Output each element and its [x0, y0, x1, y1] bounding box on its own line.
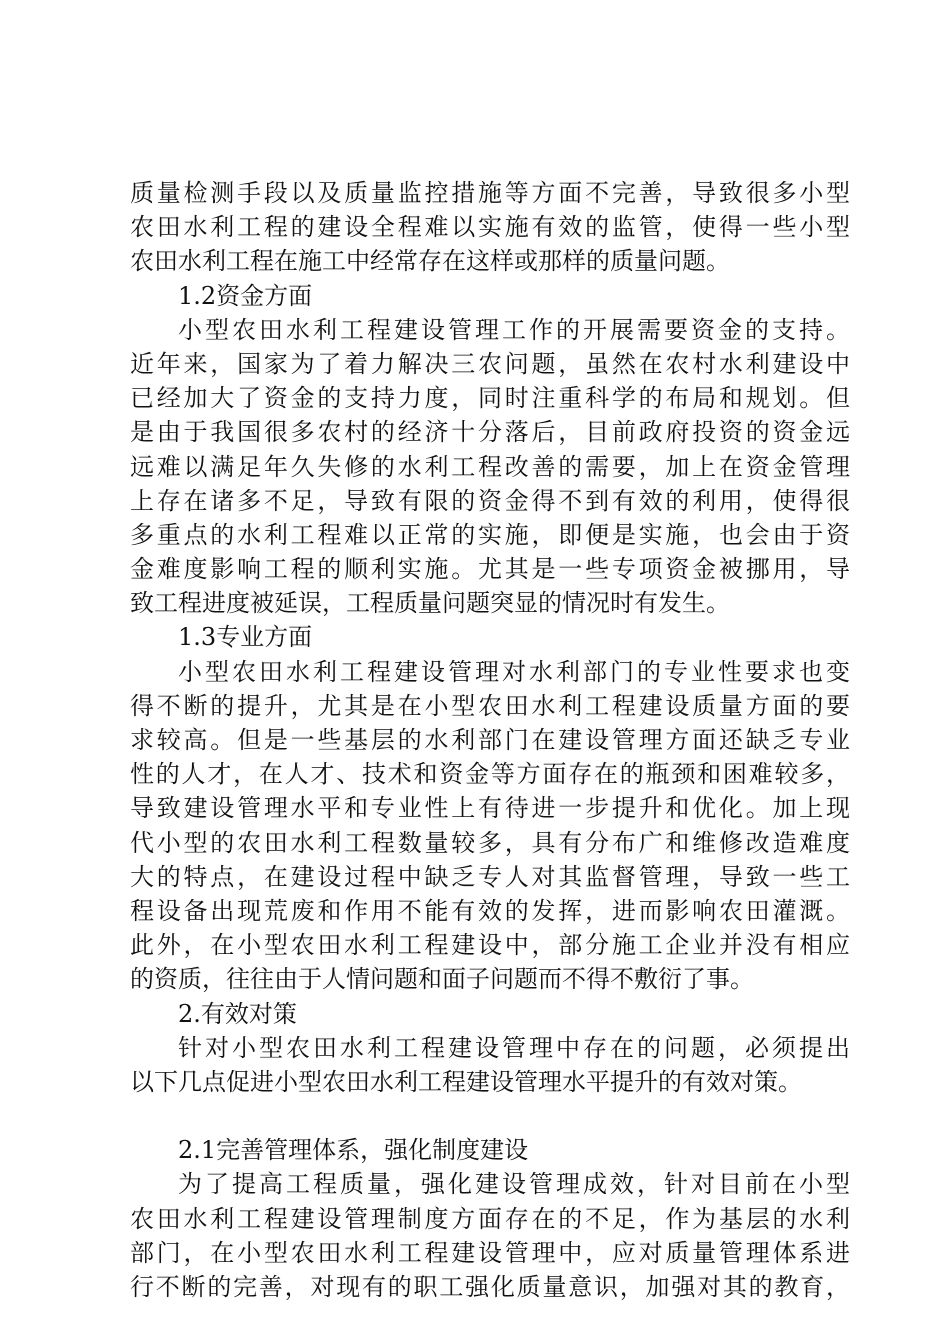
paragraph-line: 针对小型农田水利工程建设管理中存在的问题，必须提出	[178, 1033, 850, 1062]
paragraph-line: 求较高。但是一些基层的水利部门在建设管理方面还缺乏专业	[130, 726, 850, 754]
paragraph-line: 是由于我国很多农村的经济十分落后，目前政府投资的资金远	[130, 418, 850, 447]
paragraph-line: 性的人才，在人才、技术和资金等方面存在的瓶颈和困难较多，	[130, 760, 850, 789]
section-heading-professional: 1.3专业方面	[178, 623, 313, 652]
section-heading-management-system: 2.1完善管理体系，强化制度建设	[178, 1136, 529, 1165]
paragraph-line: 大的特点，在建设过程中缺乏专人对其监督管理，导致一些工	[130, 862, 850, 891]
paragraph-line: 质量检测手段以及质量监控措施等方面不完善，导致很多小型	[130, 179, 850, 207]
paragraph-line: 多重点的水利工程难以正常的实施，即便是实施，也会由于资	[130, 520, 850, 549]
paragraph-line: 的资质，往往由于人情问题和面子问题而不得不敷衍了事。	[130, 965, 754, 994]
paragraph-line: 农田水利工程在施工中经常存在这样或那样的质量问题。	[130, 247, 730, 276]
paragraph-line: 金难度影响工程的顺利实施。尤其是一些专项资金被挪用，导	[130, 555, 850, 584]
paragraph-line: 此外，在小型农田水利工程建设中，部分施工企业并没有相应	[130, 931, 850, 960]
paragraph-line: 行不断的完善，对现有的职工强化质量意识，加强对其的教育，	[130, 1273, 850, 1301]
paragraph-line: 远难以满足年久失修的水利工程改善的需要，加上在资金管理	[130, 452, 850, 481]
paragraph-line: 致工程进度被延误，工程质量问题突显的情况时有发生。	[130, 589, 730, 618]
paragraph-line: 已经加大了资金的支持力度，同时注重科学的布局和规划。但	[130, 384, 850, 413]
section-heading-funds: 1.2资金方面	[178, 281, 313, 310]
paragraph-line: 农田水利工程的建设全程难以实施有效的监管，使得一些小型	[130, 213, 850, 242]
paragraph-line: 为了提高工程质量，强化建设管理成效，针对目前在小型	[178, 1170, 850, 1199]
paragraph-line: 上存在诸多不足，导致有限的资金得不到有效的利用，使得很	[130, 486, 850, 515]
paragraph-line: 得不断的提升，尤其是在小型农田水利工程建设质量方面的要	[130, 691, 850, 720]
paragraph-line: 小型农田水利工程建设管理工作的开展需要资金的支持。	[178, 315, 850, 344]
paragraph-line: 小型农田水利工程建设管理对水利部门的专业性要求也变	[178, 657, 850, 686]
paragraph-line: 部门，在小型农田水利工程建设管理中，应对质量管理体系进	[130, 1238, 850, 1267]
document-body	[130, 176, 850, 1304]
paragraph-line: 农田水利工程建设管理制度方面存在的不足，作为基层的水利	[130, 1204, 850, 1233]
section-heading-countermeasures: 2.有效对策	[178, 999, 297, 1028]
blank-line	[130, 1099, 850, 1133]
paragraph-line: 近年来，国家为了着力解决三农问题，虽然在农村水利建设中	[130, 349, 850, 378]
paragraph-line: 以下几点促进小型农田水利工程建设管理水平提升的有效对策。	[130, 1067, 802, 1096]
paragraph-line: 程设备出现荒废和作用不能有效的发挥，进而影响农田灌溉。	[130, 896, 850, 925]
paragraph-line: 导致建设管理水平和专业性上有待进一步提升和优化。加上现	[130, 794, 850, 823]
paragraph-line: 代小型的农田水利工程数量较多，具有分布广和维修改造难度	[130, 828, 850, 857]
